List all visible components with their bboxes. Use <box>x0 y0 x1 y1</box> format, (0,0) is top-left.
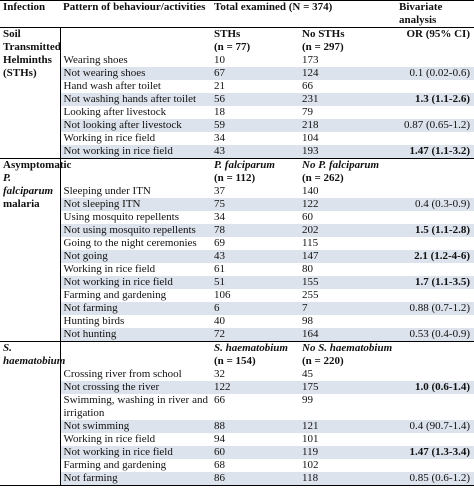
negative-value: 101 <box>302 433 319 445</box>
odds-ratio <box>396 237 474 250</box>
header-row <box>0 1 474 28</box>
behaviour-cell: Sleeping under ITN <box>63 185 151 197</box>
negative-label: No S. haematobium <box>302 342 393 354</box>
or-column-header <box>396 159 474 186</box>
behaviour-cell: Not swimming <box>60 420 211 433</box>
negative-count: (n = 262) <box>302 172 344 184</box>
negative-value: 60 <box>302 211 313 223</box>
behaviour-cell: Swimming, washing in river and irrigation <box>63 394 208 419</box>
behaviour-cell: Going to the night ceremonies <box>63 237 197 249</box>
odds-ratio <box>396 106 474 119</box>
negative-value: 121 <box>299 420 396 433</box>
behaviour-cell: Not wearing shoes <box>60 67 211 80</box>
subheader-blank <box>60 342 211 369</box>
odds-ratio: 1.3 (1.1-2.6) <box>396 93 474 106</box>
table-row <box>0 80 474 93</box>
positive-value: 43 <box>211 145 299 159</box>
table-row <box>0 54 474 67</box>
positive-value: 61 <box>214 263 225 275</box>
table-row <box>0 446 474 459</box>
subheader-blank <box>60 28 211 55</box>
positive-value: 43 <box>211 250 299 263</box>
negative-value: 98 <box>302 315 313 327</box>
odds-ratio <box>396 394 474 420</box>
table-row <box>0 211 474 224</box>
negative-value: 147 <box>299 250 396 263</box>
infection-label <box>0 159 72 342</box>
odds-ratio: 1.7 (1.1-3.5) <box>396 276 474 289</box>
positive-count: (n = 154) <box>214 355 256 367</box>
negative-value: 124 <box>299 67 396 80</box>
negative-value: 102 <box>302 459 319 471</box>
negative-value: 115 <box>302 237 319 249</box>
positive-value: 32 <box>214 368 225 380</box>
behaviour-cell: Not working in rice field <box>60 446 211 459</box>
positive-value: 122 <box>211 381 299 394</box>
negative-value: 173 <box>302 54 319 66</box>
infection-label <box>0 342 66 486</box>
negative-column-header <box>299 342 396 369</box>
table-row <box>0 381 474 394</box>
positive-column-header <box>211 159 299 186</box>
header-total: Total examined (N = 374) <box>211 1 396 28</box>
behaviour-cell: Not farming <box>60 302 211 315</box>
infection-organism: P. falciparum <box>3 172 54 197</box>
table-row <box>0 289 474 302</box>
negative-count: (n = 220) <box>302 355 344 367</box>
positive-value: 21 <box>214 80 225 92</box>
positive-value: 60 <box>211 446 299 459</box>
table-body <box>0 28 474 486</box>
behaviour-cell: Not sleeping ITN <box>60 198 211 211</box>
odds-ratio: 1.47 (1.3-3.4) <box>396 446 474 459</box>
negative-value: 140 <box>302 185 319 197</box>
behaviour-cell: Not looking after livestock <box>60 119 211 132</box>
odds-ratio <box>396 80 474 93</box>
negative-value: 45 <box>302 368 313 380</box>
table-row <box>0 237 474 250</box>
odds-ratio <box>396 54 474 67</box>
behaviour-cell: Not washing hands after toilet <box>60 93 211 106</box>
table-row <box>0 250 474 263</box>
subheader-row <box>0 28 474 55</box>
behaviour-cell: Not going <box>60 250 211 263</box>
negative-value: 164 <box>299 328 396 342</box>
behaviour-cell: Not using mosquito repellents <box>60 224 211 237</box>
or-column-header <box>396 342 474 369</box>
behaviour-cell: Crossing river from school <box>63 368 182 380</box>
negative-value: 155 <box>299 276 396 289</box>
behaviour-cell: Not working in rice field <box>60 276 211 289</box>
negative-count: (n = 297) <box>302 41 344 53</box>
positive-value: 86 <box>211 472 299 486</box>
positive-label: S. haematobium <box>214 342 288 354</box>
negative-label: No P. falciparum <box>302 159 380 171</box>
table-row <box>0 198 474 211</box>
table-row <box>0 459 474 472</box>
table-row <box>0 472 474 486</box>
negative-column-header <box>299 159 396 186</box>
table-row <box>0 185 474 198</box>
positive-value: 40 <box>214 315 225 327</box>
positive-count: (n = 112) <box>214 172 256 184</box>
table-row <box>0 106 474 119</box>
behaviour-cell: Working in rice field <box>63 132 156 144</box>
negative-value: 231 <box>299 93 396 106</box>
positive-value: 72 <box>211 328 299 342</box>
positive-value: 106 <box>214 289 231 301</box>
negative-value: 193 <box>299 145 396 159</box>
behaviour-cell: Farming and gardening <box>63 289 167 301</box>
positive-value: 67 <box>211 67 299 80</box>
table-row <box>0 263 474 276</box>
behaviour-cell: Hunting birds <box>63 315 125 327</box>
positive-value: 18 <box>214 106 225 118</box>
negative-value: 175 <box>299 381 396 394</box>
odds-ratio <box>396 368 474 381</box>
behaviour-cell: Not farming <box>60 472 211 486</box>
table-row <box>0 93 474 106</box>
odds-ratio: 1.5 (1.1-2.8) <box>396 224 474 237</box>
table-row <box>0 433 474 446</box>
odds-ratio <box>396 315 474 328</box>
positive-value: 6 <box>211 302 299 315</box>
odds-ratio: 0.85 (0.6-1.2) <box>396 472 474 486</box>
odds-ratio: 0.4 (0.3-0.9) <box>396 198 474 211</box>
odds-ratio <box>396 132 474 145</box>
positive-value: 34 <box>214 211 225 223</box>
positive-value: 78 <box>211 224 299 237</box>
positive-value: 37 <box>214 185 225 197</box>
behaviour-cell: Farming and gardening <box>63 459 167 471</box>
infection-name: Soil Transmitted Helminths (STHs) <box>3 28 61 79</box>
infection-organism: S. haematobium <box>3 342 66 367</box>
negative-value: 66 <box>302 80 313 92</box>
positive-value: 94 <box>214 433 225 445</box>
negative-value: 122 <box>299 198 396 211</box>
positive-value: 75 <box>211 198 299 211</box>
positive-value: 51 <box>211 276 299 289</box>
negative-column-header <box>299 28 396 55</box>
table-row <box>0 368 474 381</box>
behaviour-cell: Looking after livestock <box>63 106 167 118</box>
positive-value: 56 <box>211 93 299 106</box>
odds-ratio <box>396 459 474 472</box>
table-row <box>0 328 474 342</box>
behaviour-cell: Working in rice field <box>63 263 156 275</box>
negative-label: No STHs <box>302 28 345 40</box>
odds-ratio <box>396 289 474 302</box>
positive-label: P. falciparum <box>214 159 275 171</box>
header-infection: Infection <box>0 1 60 28</box>
negative-value: 104 <box>302 132 319 144</box>
table-row <box>0 394 474 420</box>
table-row <box>0 119 474 132</box>
odds-ratio: 0.4 (90.7-1.4) <box>396 420 474 433</box>
negative-value: 119 <box>299 446 396 459</box>
subheader-blank <box>60 159 211 186</box>
odds-ratio: 0.53 (0.4-0.9) <box>396 328 474 342</box>
table-row <box>0 132 474 145</box>
negative-value: 218 <box>299 119 396 132</box>
positive-value: 69 <box>214 237 225 249</box>
infection-tail: malaria <box>3 198 40 210</box>
odds-ratio: 0.87 (0.65-1.2) <box>396 119 474 132</box>
table-row <box>0 302 474 315</box>
positive-value: 34 <box>214 132 225 144</box>
positive-value: 10 <box>214 54 225 66</box>
negative-value: 255 <box>302 289 319 301</box>
positive-value: 66 <box>214 394 225 406</box>
positive-label: STHs <box>214 28 241 40</box>
odds-ratio <box>396 433 474 446</box>
negative-value: 99 <box>302 394 313 406</box>
negative-value: 79 <box>302 106 313 118</box>
positive-column-header <box>211 28 299 55</box>
behaviour-cell: Wearing shoes <box>63 54 128 66</box>
positive-count: (n = 77) <box>214 41 251 53</box>
odds-ratio: 0.88 (0.7-1.2) <box>396 302 474 315</box>
table-row <box>0 224 474 237</box>
odds-ratio <box>396 211 474 224</box>
negative-value: 7 <box>299 302 396 315</box>
positive-value: 68 <box>214 459 225 471</box>
behaviour-cell: Not crossing the river <box>60 381 211 394</box>
odds-ratio: 0.1 (0.02-0.6) <box>396 67 474 80</box>
table-row <box>0 276 474 289</box>
negative-value: 80 <box>302 263 313 275</box>
odds-ratio: 2.1 (1.2-4-6) <box>396 250 474 263</box>
subheader-row <box>0 342 474 369</box>
odds-ratio: 1.47 (1.1-3.2) <box>396 145 474 159</box>
negative-value: 202 <box>299 224 396 237</box>
behaviour-cell: Hand wash after toilet <box>63 80 161 92</box>
table-row <box>0 420 474 433</box>
or-column-header: OR (95% CI) <box>406 28 470 40</box>
behaviour-cell: Working in rice field <box>63 433 156 445</box>
odds-ratio: 1.0 (0.6-1.4) <box>396 381 474 394</box>
table-row <box>0 145 474 159</box>
odds-ratio <box>396 185 474 198</box>
behaviour-cell: Using mosquito repellents <box>63 211 179 223</box>
negative-value: 118 <box>299 472 396 486</box>
positive-value: 88 <box>211 420 299 433</box>
behaviour-cell: Not hunting <box>60 328 211 342</box>
header-pattern: Pattern of behaviour/activities <box>60 1 211 28</box>
table-row <box>0 67 474 80</box>
odds-ratio <box>396 263 474 276</box>
behaviour-cell: Not working in rice field <box>60 145 211 159</box>
header-bivariate: Bivariate analysis <box>396 1 474 28</box>
infection-label <box>0 28 60 159</box>
positive-column-header <box>211 342 299 369</box>
subheader-row <box>0 159 474 186</box>
table-row <box>0 315 474 328</box>
positive-value: 59 <box>211 119 299 132</box>
infection-name: Asymptomatic <box>3 159 72 171</box>
